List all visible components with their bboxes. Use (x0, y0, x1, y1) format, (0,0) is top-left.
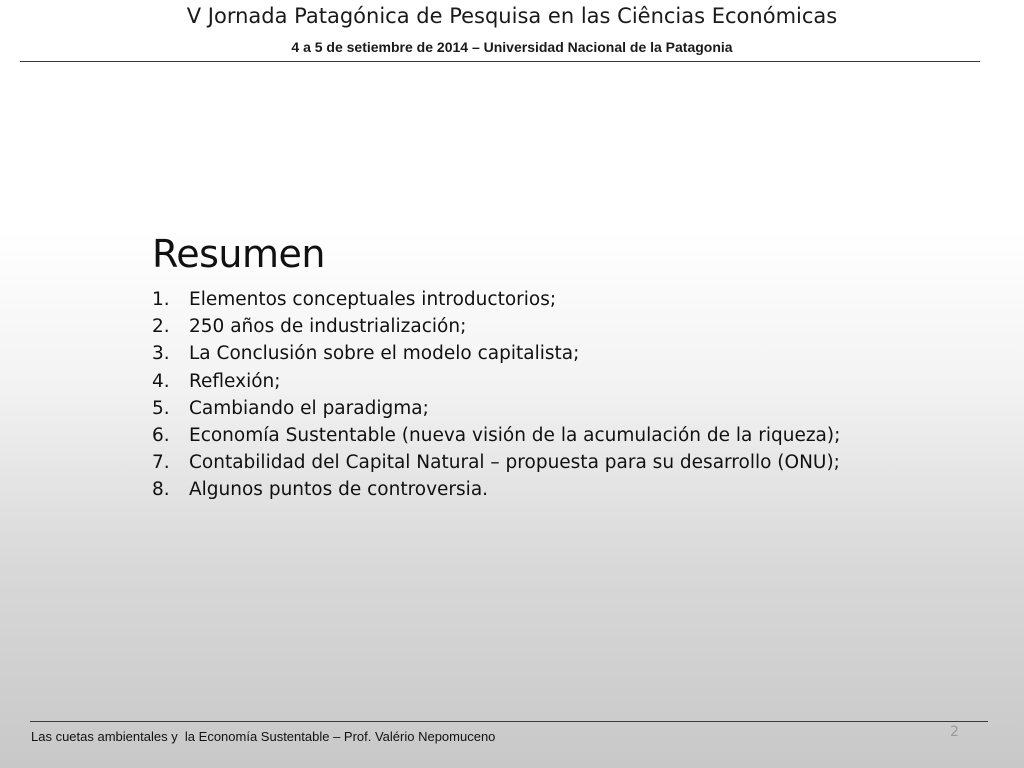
header-divider (20, 61, 980, 62)
agenda-item-4 (152, 368, 840, 395)
agenda-item-number: 4. (152, 370, 170, 392)
agenda-item-text: La Conclusión sobre el modelo capitalista; (189, 343, 580, 365)
agenda-item-text: 250 años de industrialización; (189, 316, 467, 338)
agenda-item-text: Contabilidad del Capital Natural – propuesta para su desarrollo (ONU); (189, 452, 840, 474)
agenda-item-text: Algunos puntos de controversia. (189, 479, 489, 501)
header-title: V Jornada Patagónica de Pesquisa en las Ciências Económicas (186, 4, 838, 28)
agenda-item-number: 3. (152, 343, 170, 365)
agenda-item-1 (152, 286, 840, 313)
footer-divider (30, 721, 988, 722)
agenda-item-5 (152, 395, 840, 422)
agenda-item-text: Elementos conceptuales introductorios; (189, 289, 557, 310)
slide-title: Resumen (152, 232, 325, 277)
agenda-item-number: 1. (152, 289, 170, 310)
agenda-item-number: 2. (152, 316, 170, 338)
agenda-item-7 (152, 449, 840, 476)
footer-text: Las cuetas ambientales y la Economía Sustentable – Prof. Valério Nepomuceno (31, 729, 496, 744)
agenda-item-8 (152, 476, 840, 503)
agenda-item-text: Economía Sustentable (nueva visión de la acumulación de la riqueza); (189, 424, 841, 446)
agenda-item-number: 6. (152, 424, 170, 446)
agenda-item-3 (152, 340, 840, 367)
agenda-item-number: 5. (152, 397, 170, 419)
agenda-item-text: Reflexión; (189, 370, 281, 392)
agenda-item-number: 7. (152, 452, 170, 474)
agenda-item-6 (152, 422, 840, 449)
agenda-item-text: Cambiando el paradigma; (189, 397, 429, 419)
agenda-item-2 (152, 313, 840, 340)
page-number: 2 (950, 724, 959, 740)
agenda-item-number: 8. (152, 479, 170, 501)
agenda-list (152, 286, 840, 504)
header-subtitle: 4 a 5 de setiembre de 2014 – Universidad Nacional de la Patagonia (291, 39, 733, 55)
